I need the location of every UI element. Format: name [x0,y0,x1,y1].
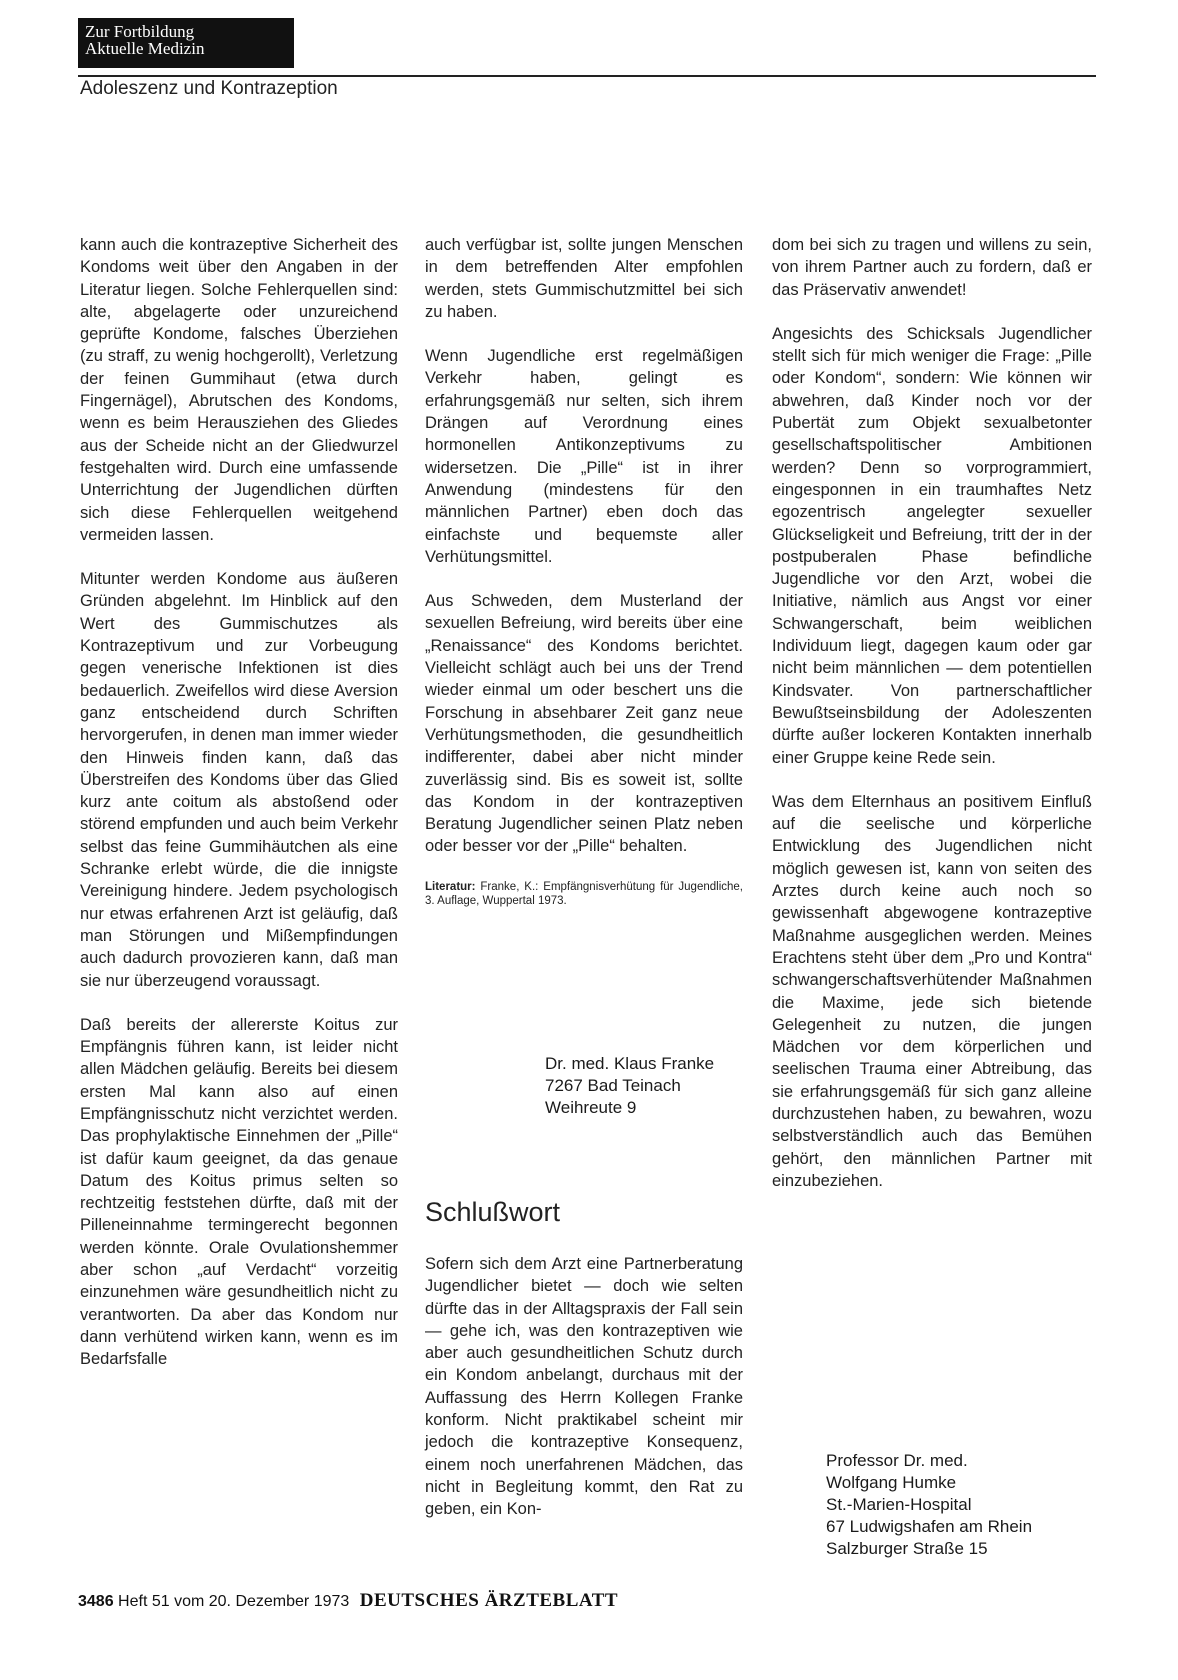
literature-label: Literatur: [425,880,476,893]
page-footer [78,1590,618,1612]
paragraph: Sofern sich dem Arzt eine Partnerberatung Jugendlicher bietet — doch wie selten dürfte das in der Alltagspraxis der Fall sein — gehe ich, was den kontrazeptiven wie aber auch gesundheitlichen Schutz durch ein Kondom anbelangt, durchaus mit der Auffassung des Herrn Kollegen Franke konform. Nicht praktikabel scheint mir jedoch die kontrazeptive Konsequenz, einem noch unerfahrenen Mädchen, das nicht in Begleitung kommt, den Rat zu geben, ein Kon- [425,1255,743,1519]
signature-line: Salzburger Straße 15 [826,1539,988,1558]
signature-line: St.-Marien-Hospital [826,1495,972,1514]
column-1 [80,234,398,1393]
paragraph: kann auch die kontrazeptive Sicherheit des Kondoms weit über den Angaben in der Literatur liegen. Solche Fehlerquellen sind: alte, abgelagerte oder unzureichend geprüfte Kondome, falsches Überziehen (zu straff, zu wenig hochgerollt), Verletzung der feinen Gummihaut (etwa durch Fingernägel), Abrutschen des Kondoms, wenn es beim Herausziehen des Gliedes aus der Scheide nicht an der Gliedwurzel festgehalten wird. Durch eine umfassende Unterrichtung der Jugendlichen dürften sich diese Fehlerquellen weitgehend vermeiden lassen. [80,236,398,544]
author-signature-2 [826,1450,1032,1560]
signature-line: Weihreute 9 [545,1098,637,1117]
tag-line-2: Aktuelle Medizin [85,39,205,58]
signature-line: Dr. med. Klaus Franke [545,1054,715,1073]
paragraph: Angesichts des Schicksals Jugendlicher stellt sich für mich weniger die Frage: „Pille oder Kondom“, sondern: Wie können wir abwehren, daß Kinder noch vor der Pubertät zum Objekt sexualbetonter gesellschaftspolitischer Ambitionen werden? Denn so vorprogrammiert, eingesponnen in ein traumhaftes Netz egozentrisch angelegter sexueller Glückseligkeit und Befreiung, tritt der in der postpuberalen Phase befindliche Jugendliche vor den Arzt, wobei die Initiative, nämlich aus Angst vor einer Schwangerschaft, beim weiblichen Individuum liegt, dagegen kaum oder gar nicht beim männlichen — dem potentiellen Kindsvater. Von partnerschaftlicher Bewußtseinsbildung der Adoleszenten dürfte außer lockeren Kontakten innerhalb einer Gruppe keine Rede sein. [772,324,1092,767]
column-2 [425,234,743,930]
signature-line: 67 Ludwigshafen am Rhein [826,1517,1033,1536]
literature-note [425,880,743,908]
column-2-continued [425,1253,743,1521]
page-number: 3486 [78,1593,114,1610]
paragraph: dom bei sich zu tragen und willens zu sein, von ihrem Partner auch zu fordern, daß er das Präservativ anwendet! [772,236,1092,299]
author-signature-1 [545,1053,714,1119]
closing-heading: Schlußwort [425,1197,561,1227]
header-rule [78,75,1096,77]
paragraph: Was dem Elternhaus an positivem Einfluß auf die seelische und körperliche Entwicklung des Jugendlichen nicht möglich gewesen ist, kann von seiten des Arztes durch keine auch noch so gewissenhaft abgewogene kontrazeptive Maßnahme ausgeglichen werden. Meines Erachtens steht über dem „Pro und Kontra“ schwangerschaftsverhütender Maßnahmen die Maxime, jede sich bietende Gelegenheit zu nutzen, die jungen Mädchen vor dem körperlichen und seelischen Trauma einer Abtreibung, das sie erfahrungsgemäß für sich ganz alleine durchzustehen haben, zu bewahren, wozu selbstverständlich auch das Bemühen gehört, den männlichen Partner mit einzubeziehen. [772,792,1092,1190]
magazine-name: DEUTSCHES ÄRZTEBLATT [359,1590,619,1611]
section-title: Adoleszenz und Kontrazeption [80,78,338,99]
paragraph: Mitunter werden Kondome aus äußeren Gründen abgelehnt. Im Hinblick auf den Wert des Gummischutzes als Kontrazeptivum und zur Vorbeugung gegen venerische Infektionen ist dies bedauerlich. Zweifellos wird diese Aversion ganz entscheidend durch Schriften hervorgerufen, in denen man immer wieder den Hinweis finden kann, daß das Überstreifen des Kondoms über das Glied kurz ante coitum als abstoßend oder störend empfunden und auch beim Verkehr selbst das feine Gummihäutchen als eine Schranke erlebt würde, die die innigste Vereinigung hindere. Jedem psychologisch nur etwas erfahrenen Arzt ist geläufig, daß man Störungen und Mißempfindungen auch dadurch provozieren kann, daß man sie nur überzeugend voraussagt. [80,570,398,990]
paragraph: Wenn Jugendliche erst regelmäßigen Verkehr haben, gelingt es erfahrungsgemäß nur selten, sich ihrem Drängen auf Verordnung eines hormonellen Antikonzeptivums zu widersetzen. Die „Pille“ ist in ihrer Anwendung (mindestens für den männlichen Partner) eben doch das einfachste und bequemste aller Verhütungsmittel. [425,347,743,566]
literature-text: Franke, K.: Empfängnisverhütung für Jugendliche, 3. Auflage, Wuppertal 1973. [425,880,743,907]
issue-info: Heft 51 vom 20. Dezember 1973 [118,1593,350,1610]
section-tag [78,18,294,68]
tag-line-1: Zur Fortbildung [85,22,195,41]
signature-line: 7267 Bad Teinach [545,1076,681,1095]
column-3 [772,234,1092,1214]
paragraph: Daß bereits der allererste Koitus zur Empfängnis führen kann, ist leider nicht allen Mädchen geläufig. Bereits bei diesem ersten Mal kann also auf einen Empfängnisschutz nicht verzichtet werden. Das prophylaktische Einnehmen der „Pille“ ist dafür kaum geeignet, da das genaue Datum des Koitus primus selten so rechtzeitig feststehen dürfte, daß mit der Pilleneinnahme termingerecht begonnen werden könnte. Orale Ovulationshemmer aber schon „auf Verdacht“ vorzeitig einzunehmen wäre gesundheitlich nicht zu verantworten. Da aber das Kondom nur dann verhütend wirken kann, wenn es im Bedarfsfalle [80,1015,398,1369]
signature-line: Professor Dr. med. [826,1451,968,1470]
paragraph: Aus Schweden, dem Musterland der sexuellen Befreiung, wird bereits über eine „Renaissance“ des Kondoms berichtet. Vielleicht schlägt auch bei uns der Trend wieder einmal um oder beschert uns die Forschung in absehbarer Zeit ganz neue Verhütungsmethoden, die gesundheitlich indifferenter, dabei aber nicht minder zuverlässig sind. Bis es soweit ist, sollte das Kondom in der kontrazeptiven Beratung Jugendlicher seinen Platz neben oder besser vor der „Pille“ behalten. [425,592,743,856]
signature-line: Wolfgang Humke [826,1473,957,1492]
paragraph: auch verfügbar ist, sollte jungen Menschen in dem betreffenden Alter empfohlen werden, stets Gummischutzmittel bei sich zu haben. [425,236,743,321]
